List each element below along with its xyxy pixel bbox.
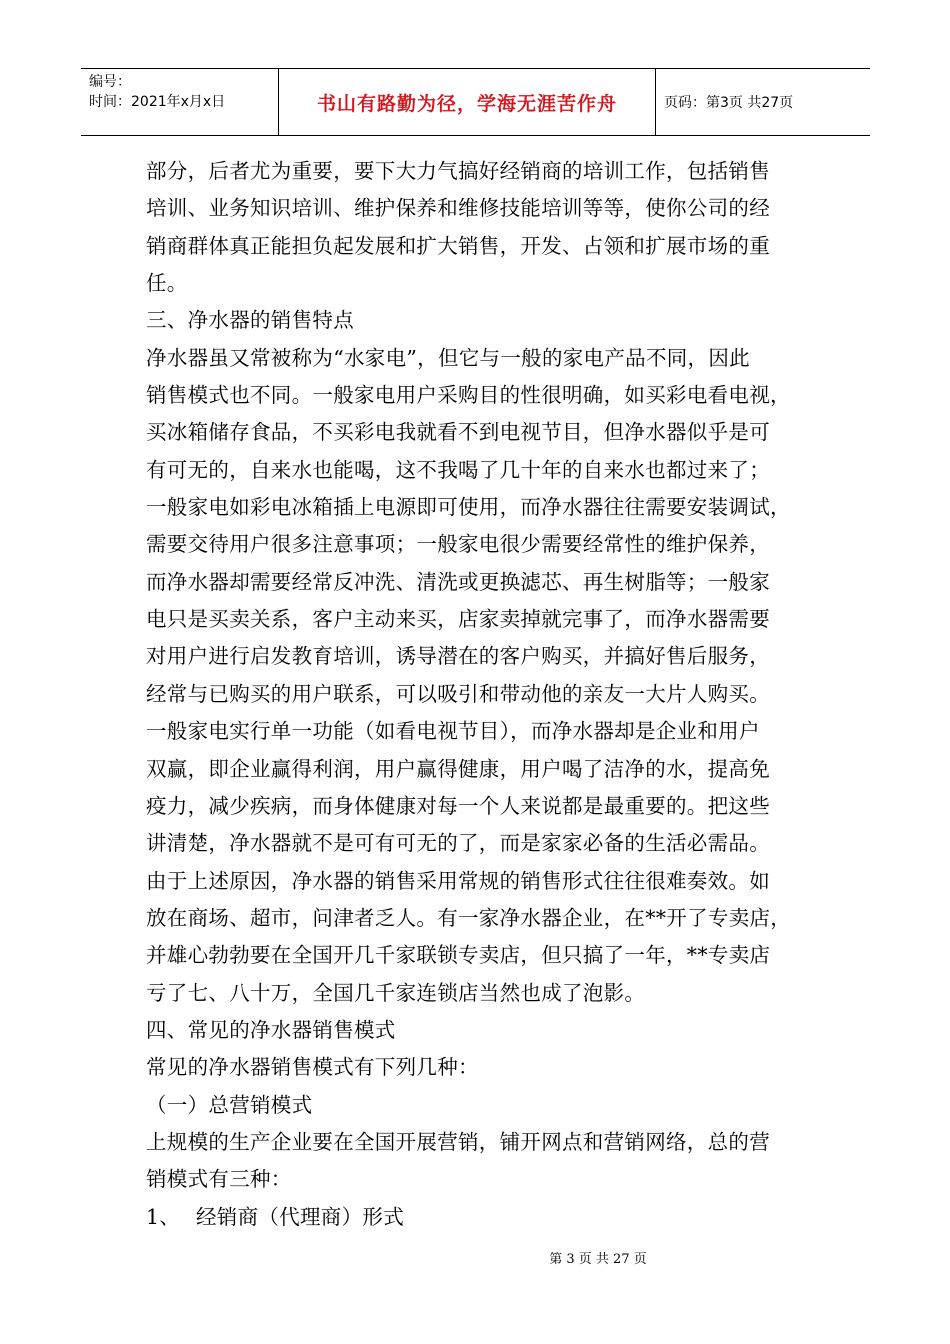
text-line: 任。: [146, 271, 188, 296]
header-meta: [81, 69, 279, 135]
text-line: 常见的净水器销售模式有下列几种：: [146, 1055, 479, 1080]
text-line: 电只是买卖关系，客户主动来买，店家卖掉就完事了，而净水器需要: [146, 607, 770, 632]
text-line: 对用户进行启发教育培训，诱导潜在的客户购买，并搞好售后服务，: [146, 644, 770, 669]
text-line: 净水器虽又常被称为“水家电”，但它与一般的家电产品不同，因此: [146, 345, 750, 370]
text-line: 一般家电如彩电冰箱插上电源即可使用，而净水器往往需要安装调试，: [146, 495, 791, 520]
list-item: [146, 1199, 806, 1236]
text-line: 由于上述原因，净水器的销售采用常规的销售形式往往很难奏效。如: [146, 868, 770, 893]
text-line: 经常与已购买的用户联系，可以吸引和带动他的亲友一大片人购买。: [146, 681, 770, 706]
text-line: 培训、业务知识培训、维护保养和维修技能培训等等，使你公司的经: [146, 196, 770, 221]
list-item-text: 经销商（代理商）形式: [196, 1204, 404, 1229]
time-label: 时间：2021年x月x日: [89, 94, 226, 110]
text-line: 销模式有三种：: [146, 1167, 292, 1192]
text-line: 放在商场、超市，问津者乏人。有一家净水器企业，在**开了专卖店，: [146, 905, 792, 930]
text-line: 上规模的生产企业要在全国开展营销，铺开网点和营销网络，总的营: [146, 1129, 770, 1154]
text-line: 而净水器却需要经常反冲洗、清洗或更换滤芯、再生树脂等；一般家: [146, 569, 770, 594]
subsection-heading: （一）总营销模式: [146, 1092, 313, 1117]
document-body: [146, 153, 806, 1236]
number-label: 编号：: [89, 74, 131, 90]
section-heading: 四、常见的净水器销售模式: [146, 1017, 396, 1042]
page-footer: 第 3 页 共 27 页: [549, 1252, 647, 1267]
list-item-number: 1、: [146, 1204, 181, 1229]
text-line: 疫力，减少疾病，而身体健康对每一个人来说都是最重要的。把这些: [146, 793, 770, 818]
text-line: 一般家电实行单一功能（如看电视节目），而净水器却是企业和用户: [146, 719, 760, 744]
document-header: [81, 68, 870, 136]
text-line: 部分，后者尤为重要，要下大力气搞好经销商的培训工作，包括销售: [146, 159, 770, 183]
header-motto: 书山有路勤为径，学海无涯苦作舟: [279, 69, 656, 135]
text-line: 双赢，即企业赢得利润，用户赢得健康，用户喝了洁净的水，提高免: [146, 756, 770, 781]
text-line: 有可无的，自来水也能喝，这不我喝了几十年的自来水也都过来了；: [146, 457, 770, 482]
text-line: 讲清楚，净水器就不是可有可无的了，而是家家必备的生活必需品。: [146, 831, 770, 856]
section-heading: 三、净水器的销售特点: [146, 308, 354, 333]
text-line: 亏了七、八十万，全国几千家连锁店当然也成了泡影。: [146, 980, 646, 1005]
text-line: 销售模式也不同。一般家电用户采购目的性很明确，如买彩电看电视，: [146, 383, 791, 408]
header-page-code: 页码：第3页 共27页: [664, 95, 794, 111]
text-line: 买冰箱储存食品，不买彩电我就看不到电视节目，但净水器似乎是可: [146, 420, 770, 445]
text-line: 并雄心勃勃要在全国开几千家联锁专卖店，但只搞了一年，**专卖店: [146, 943, 771, 968]
text-line: 需要交待用户很多注意事项；一般家电很少需要经常性的维护保养，: [146, 532, 770, 557]
text-line: 销商群体真正能担负起发展和扩大销售，开发、占领和扩展市场的重: [146, 233, 770, 258]
